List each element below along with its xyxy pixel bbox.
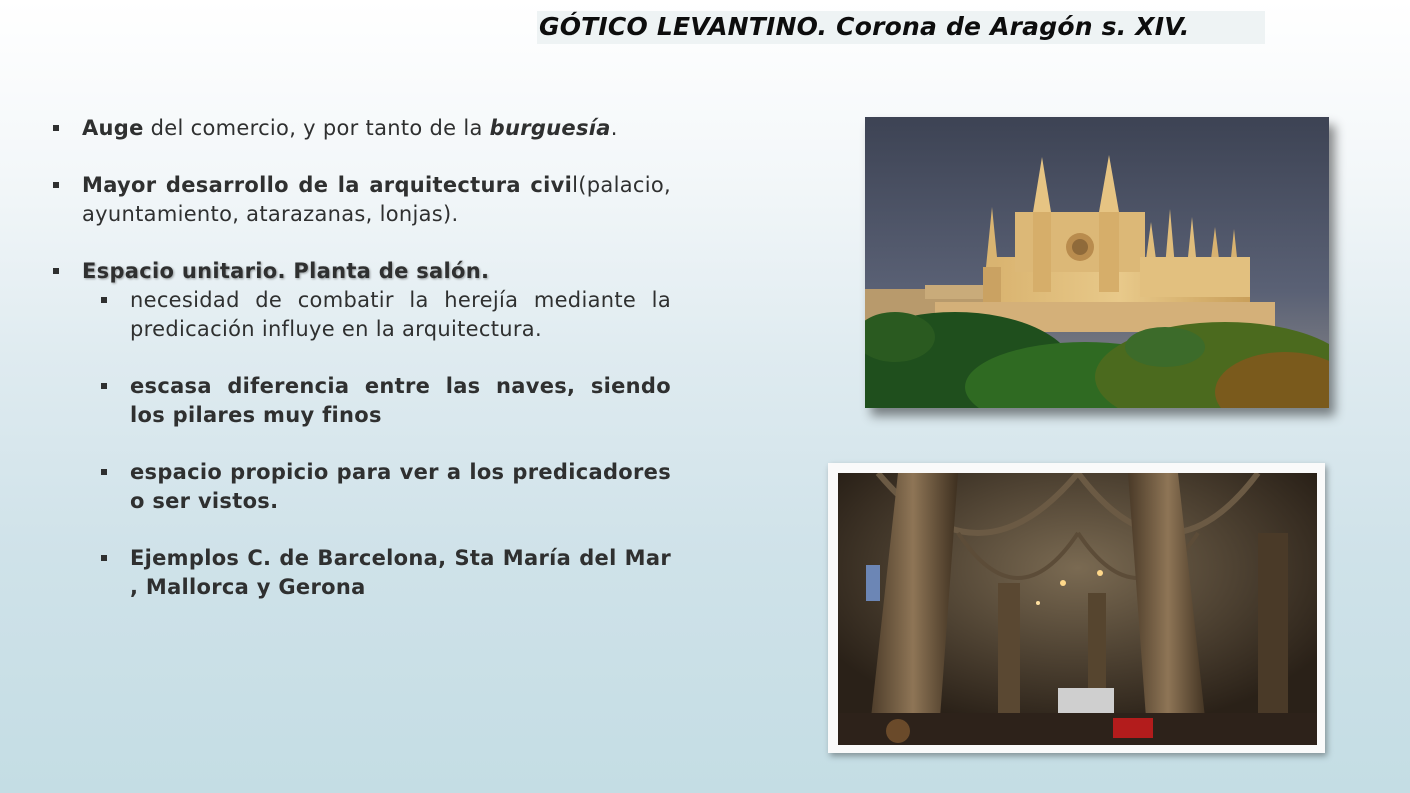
bullet-list [50, 114, 671, 602]
bullet-text: del comercio, y por tanto de la [143, 116, 490, 140]
sub-bullet-item [50, 544, 671, 602]
sub-bullet-item [50, 286, 671, 344]
square-bullet-icon [101, 383, 107, 389]
square-bullet-icon [101, 297, 107, 303]
slide-title: GÓTICO LEVANTINO. Corona de Aragón s. XIV. [539, 12, 1190, 41]
square-bullet-icon [101, 555, 107, 561]
bullet-item-auge [50, 114, 671, 143]
sub-bullet-item [50, 458, 671, 516]
sub-bullet-text: Ejemplos C. de Barcelona, Sta María del Mar , Mallorca y Gerona [130, 546, 671, 599]
square-bullet-icon [101, 469, 107, 475]
cathedral-exterior-photo [865, 117, 1329, 408]
bullet-text: l(palacio, ayuntamiento, atarazanas, lonjas). [82, 173, 671, 226]
bullet-item-mayor-desarrollo [50, 171, 671, 229]
sub-bullet-text: espacio propicio para ver a los predicadores o ser vistos. [130, 460, 671, 513]
cathedral-interior-frame [828, 463, 1325, 753]
sub-bullet-text: escasa diferencia entre las naves, siendo los pilares muy finos [130, 374, 671, 427]
square-bullet-icon [53, 182, 59, 188]
square-bullet-icon [53, 125, 59, 131]
bullet-strong: Espacio unitario. Planta de salón. [82, 259, 490, 283]
bullet-item-espacio-unitario [50, 257, 671, 286]
sub-bullet-item [50, 372, 671, 430]
cathedral-interior-photo [838, 473, 1317, 745]
bullet-strong: Auge [82, 116, 144, 140]
bullet-text-end: . [610, 116, 618, 140]
bullet-emphasis: burguesía [489, 116, 611, 140]
square-bullet-icon [53, 268, 59, 274]
bullet-strong: Mayor desarrollo de la arquitectura civi [82, 173, 573, 197]
sub-bullet-text: necesidad de combatir la herejía mediante la predicación influye en la arquitectura. [130, 288, 671, 341]
